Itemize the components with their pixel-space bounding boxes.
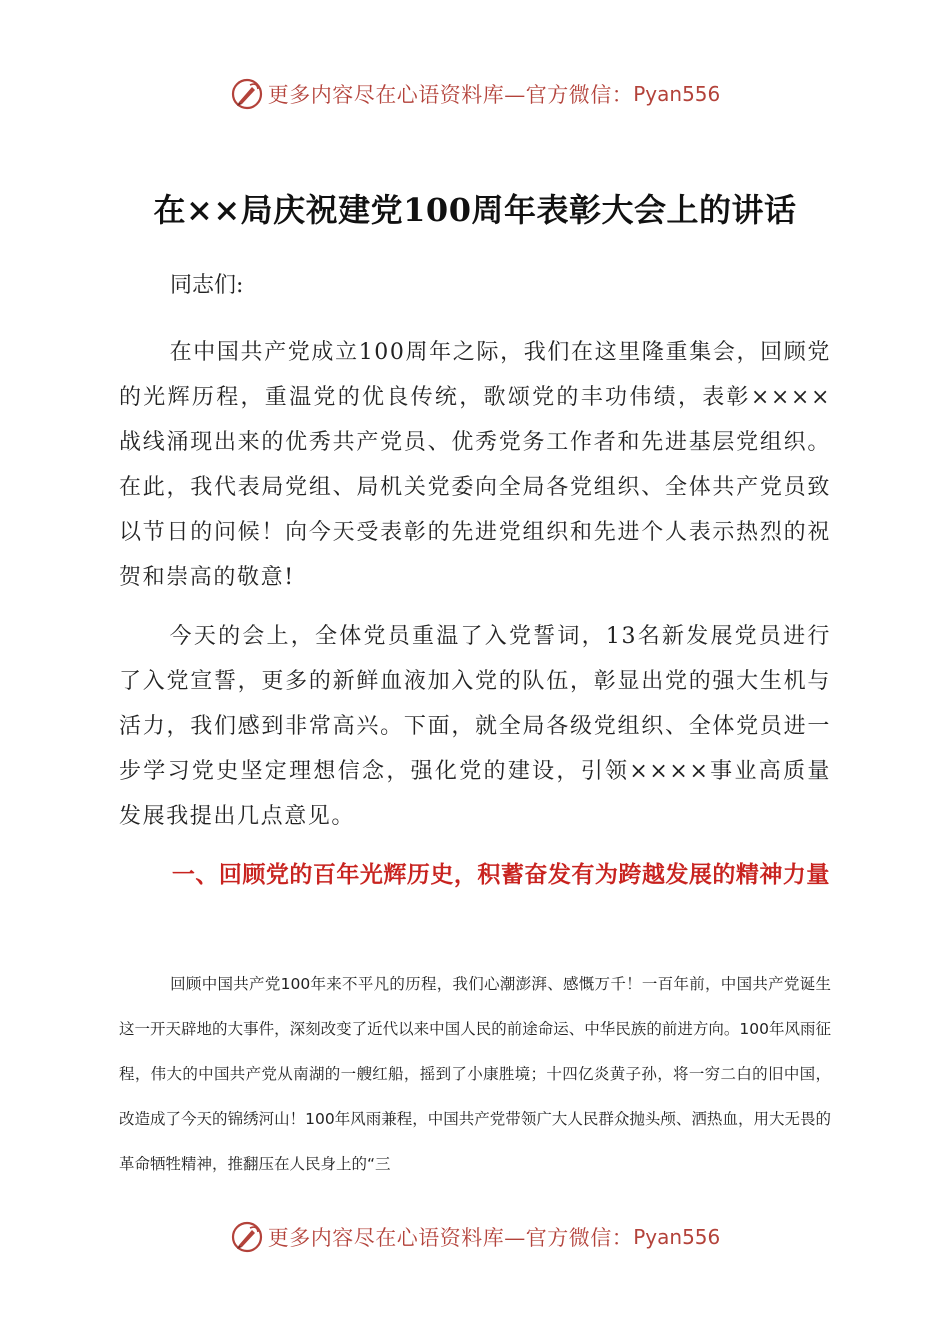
body-paragraph-1: 在中国共产党成立100周年之际，我们在这里隆重集会，回顾党的光辉历程，重温党的优良传统，歌颂党的丰功伟绩，表彰××××战线涌现出来的优秀共产党员、优秀党务工作者和先进基层党组织。在此，我代表局党组、局机关党委向全局各党组织、全体共产党员致以节日的问候！向今天受表彰的先进党组织和先进个人表示热烈的祝贺和崇高的敬意! xyxy=(119,340,831,590)
pen-logo-icon xyxy=(230,1220,264,1254)
header-watermark-banner xyxy=(0,74,950,114)
section-heading-1: 一、回顾党的百年光辉历史，积蓄奋发有为跨越发展的精神力量 xyxy=(171,862,830,888)
salutation: 同志们: xyxy=(170,273,244,298)
banner-wechat-id: Pyan556 xyxy=(633,1225,721,1249)
banner-text: 更多内容尽在心语资料库—官方微信： xyxy=(267,1226,634,1250)
footer-watermark-banner xyxy=(0,1217,950,1257)
section-body-paragraph: 回顾中国共产党100年来不平凡的历程，我们心潮澎湃、感慨万千！一百年前，中国共产党诞生这一开天辟地的大事件，深刻改变了近代以来中国人民的前途命运、中华民族的前进方向。100年风雨征程，伟大的中国共产党从南湖的一艘红船，摇到了小康胜境；十四亿炎黄子孙，将一穷二白的旧中国，改造成了今天的锦绣河山！100年风雨兼程，中国共产党带领广大人民群众抛头颅、洒热血，用大无畏的革命牺牲精神，推翻压在人民身上的“三 xyxy=(119,975,831,1173)
banner-wechat-id: Pyan556 xyxy=(633,82,721,106)
banner-text: 更多内容尽在心语资料库—官方微信： xyxy=(267,83,634,107)
body-paragraph-2: 今天的会上，全体党员重温了入党誓词，13名新发展党员进行了入党宣誓，更多的新鲜血液加入党的队伍，彰显出党的强大生机与活力，我们感到非常高兴。下面，就全局各级党组织、全体党员进一步学习党史坚定理想信念，强化党的建设，引领××××事业高质量发展我提出几点意见。 xyxy=(119,624,831,829)
document-title: 在××局庆祝建党100周年表彰大会上的讲话 xyxy=(153,191,797,229)
pen-logo-icon xyxy=(230,77,264,111)
